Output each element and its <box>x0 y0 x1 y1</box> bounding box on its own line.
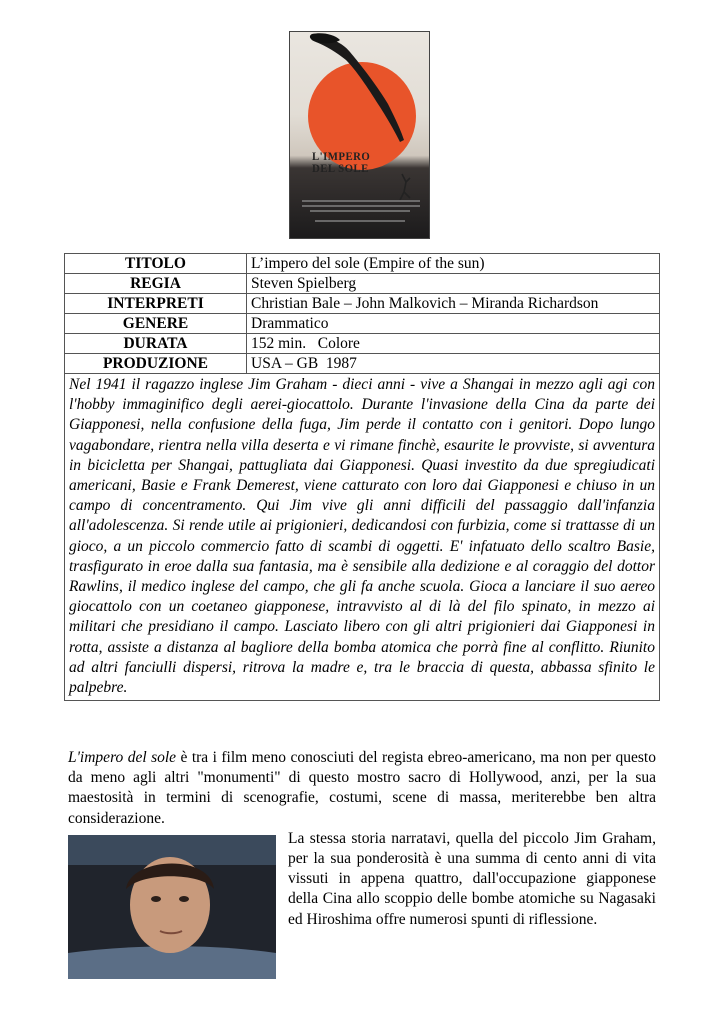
poster-artwork <box>290 32 430 239</box>
table-row <box>65 334 660 354</box>
row-value: Drammatico <box>247 314 660 334</box>
poster-title <box>312 150 375 174</box>
table-row <box>65 314 660 334</box>
synopsis-text: Nel 1941 il ragazzo inglese Jim Graham - dieci anni - vive a Shangai in mezzo agli agi con l'hobby immaginifico degli aerei-giocattolo. Durante l'invasione della Cina da parte dei Giapponesi, nella confusione della fuga, Jim perde il contatto con i genitori. Dopo lungo vagabondare, rientra nella villa deserta e vi rimane finchè, esaurite le provviste, si avventura in bicicletta per Shangai, pattugliata dai Giapponesi. Quasi investito da due spregiudicati americani, Basie e Frank Demerest, viene catturato con loro dai Giapponesi e chiuso in un campo di concentramento. Qui Jim vive gli anni difficili del passaggio dall'infanzia all'adolescenza. Si rende utile ai prigionieri, dedicandosi con furbizia, come si trattasse di un gioco, a un piccolo commercio fatto di scambi di oggetti. E' infatuato dello scaltro Basie, trasfigurato in eroe dalla sua fantasia, ma è sensibile alla dedizione e al coraggio del dottor Rawlins, il medico inglese del campo, che gli fa anche scuola. Gioca a lanciare il suo aereo giocattolo con un coetaneo giapponese, intravvisto al di là del filo spinato, in mezzo ai militari che presidiano il campo. Lasciato libero con gli altri prigionieri dai Giapponesi in rotta, assiste a distanza al bagliore della bomba atomica che porrà fine al conflitto. Riunito ad altri fanciulli dispersi, ritrova la madre e, tra le braccia di questa, abbassa sfinito le palpebre. <box>65 374 660 701</box>
film-still-image <box>68 835 276 979</box>
poster-title-line2: DEL SOLE <box>312 161 369 175</box>
row-key: PRODUZIONE <box>65 354 247 374</box>
synopsis-row <box>65 374 660 701</box>
row-value: L’impero del sole (Empire of the sun) <box>247 254 660 274</box>
table-row <box>65 354 660 374</box>
poster-title-line1: L'IMPERO <box>312 149 371 163</box>
row-key: TITOLO <box>65 254 247 274</box>
row-key: GENERE <box>65 314 247 334</box>
poster-credits-line <box>315 220 405 222</box>
row-value: Christian Bale – John Malkovich – Miranda Richardson <box>247 294 660 314</box>
row-key: INTERPRETI <box>65 294 247 314</box>
row-value: 152 min. Colore <box>247 334 660 354</box>
review-film-title: L'impero del sole <box>68 749 177 766</box>
review-section <box>68 748 656 979</box>
film-still-artwork <box>68 835 276 979</box>
table-row <box>65 254 660 274</box>
row-key: DURATA <box>65 334 247 354</box>
review-paragraph <box>68 748 656 829</box>
review-paragraph: La stessa storia narratavi, quella del piccolo Jim Graham, per la sua ponderosità è una summa di cento anni di vita vissuti in appena quattro, dall'occupazione giapponese della Cina allo scoppio delle bombe atomiche su Nagasaki ed Hiroshima offre numerosi spunti di riflessione. <box>288 829 656 928</box>
row-value: Steven Spielberg <box>247 274 660 294</box>
poster-credits-line <box>302 200 420 202</box>
table-row <box>65 274 660 294</box>
film-info-table <box>64 253 660 701</box>
poster-figure <box>400 174 410 200</box>
poster-credits-line <box>310 210 410 212</box>
movie-poster <box>289 31 430 239</box>
table-row <box>65 294 660 314</box>
poster-smoke-puff <box>310 33 340 43</box>
row-value: USA – GB 1987 <box>247 354 660 374</box>
review-text-1: è tra i film meno conosciuti del regista ebreo-americano, ma non per questo da meno agli altri "monumenti" di questo mostro sacro di Hollywood, anzi, per la sua maestosità in termini di scenografie, costumi, scene di massa, meriterebbe ben altra considerazione. <box>68 749 656 827</box>
poster-credits-line <box>302 205 420 207</box>
row-key: REGIA <box>65 274 247 294</box>
